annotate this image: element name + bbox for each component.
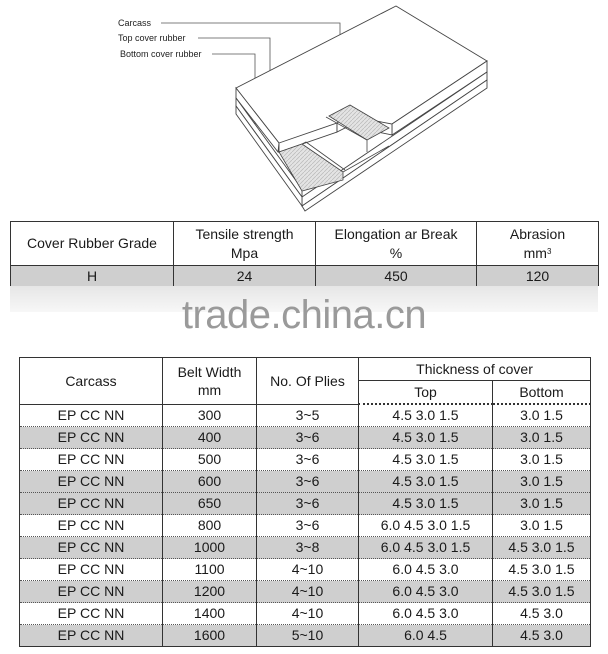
cell-plies: 3~5	[257, 404, 359, 427]
cell-bottom-thickness: 4.5 3.0 1.5	[493, 559, 591, 581]
cell-belt-width: 600	[163, 471, 257, 493]
cell-bottom-thickness: 3.0 1.5	[493, 471, 591, 493]
label-bottom-cover-rubber: Bottom cover rubber	[120, 49, 202, 59]
cell-carcass: EP CC NN	[20, 559, 163, 581]
cell-top-thickness: 6.0 4.5 3.0 1.5	[359, 537, 493, 559]
watermark: trade.china.cn	[181, 293, 427, 337]
table-row	[20, 449, 591, 471]
cell-belt-width: 1600	[163, 625, 257, 647]
header-unit: mm	[197, 381, 222, 398]
cell-top-thickness: 6.0 4.5 3.0	[359, 559, 493, 581]
header-belt-width	[163, 358, 257, 405]
conveyor-belt-diagram	[0, 0, 608, 212]
cell-abrasion: 120	[477, 266, 599, 287]
cell-bottom-thickness: 3.0 1.5	[493, 515, 591, 537]
cell-belt-width: 1200	[163, 581, 257, 603]
table-row	[20, 603, 591, 625]
cell-carcass: EP CC NN	[20, 404, 163, 427]
label-top-cover-rubber: Top cover rubber	[118, 33, 186, 43]
header-elongation	[316, 222, 477, 266]
cell-belt-width: 500	[163, 449, 257, 471]
cell-carcass: EP CC NN	[20, 537, 163, 559]
cell-top-thickness: 6.0 4.5 3.0	[359, 581, 493, 603]
header-text: Elongation ar Break	[334, 225, 458, 242]
cover-rubber-grade-table	[10, 221, 599, 286]
cell-belt-width: 400	[163, 427, 257, 449]
cell-plies: 3~6	[257, 515, 359, 537]
cell-belt-width: 300	[163, 404, 257, 427]
cell-bottom-thickness: 3.0 1.5	[493, 493, 591, 515]
table-row	[20, 537, 591, 559]
table-row	[20, 471, 591, 493]
cell-bottom-thickness: 4.5 3.0 1.5	[493, 537, 591, 559]
table-body	[20, 404, 591, 647]
cell-carcass: EP CC NN	[20, 449, 163, 471]
cell-bottom-thickness: 4.5 3.0	[493, 603, 591, 625]
cell-plies: 3~8	[257, 537, 359, 559]
table-row	[20, 404, 591, 427]
cell-belt-width: 1000	[163, 537, 257, 559]
header-text: Belt Width	[177, 363, 242, 380]
cell-top-thickness: 6.0 4.5 3.0 1.5	[359, 515, 493, 537]
header-text: Tensile strength	[195, 225, 294, 242]
cell-plies: 4~10	[257, 559, 359, 581]
cell-bottom-thickness: 3.0 1.5	[493, 427, 591, 449]
cell-plies: 3~6	[257, 493, 359, 515]
cell-grade: H	[11, 266, 174, 287]
cell-belt-width: 1100	[163, 559, 257, 581]
table-row	[20, 515, 591, 537]
header-unit: Mpa	[230, 244, 259, 261]
header-carcass: Carcass	[20, 358, 163, 405]
cell-bottom-thickness: 3.0 1.5	[493, 404, 591, 427]
table-row	[11, 266, 599, 287]
header-text: Cover Rubber Grade	[27, 235, 157, 251]
label-carcass: Carcass	[118, 18, 152, 28]
cell-top-thickness: 4.5 3.0 1.5	[359, 471, 493, 493]
header-text: Abrasion	[509, 225, 566, 242]
cell-carcass: EP CC NN	[20, 515, 163, 537]
table-row	[20, 493, 591, 515]
table-row	[20, 427, 591, 449]
cell-carcass: EP CC NN	[20, 603, 163, 625]
table-header-row	[20, 358, 591, 381]
header-unit: mm	[523, 244, 547, 261]
cell-elongation: 450	[316, 266, 477, 287]
cell-tensile: 24	[174, 266, 316, 287]
cell-bottom-thickness: 3.0 1.5	[493, 449, 591, 471]
header-unit: %	[389, 244, 403, 261]
header-abrasion	[477, 222, 599, 266]
header-tensile-strength	[174, 222, 316, 266]
cell-carcass: EP CC NN	[20, 427, 163, 449]
cell-bottom-thickness: 4.5 3.0	[493, 625, 591, 647]
cell-top-thickness: 6.0 4.5 3.0	[359, 603, 493, 625]
cell-top-thickness: 6.0 4.5	[359, 625, 493, 647]
table-header-row	[11, 222, 599, 266]
cell-belt-width: 650	[163, 493, 257, 515]
cell-plies: 4~10	[257, 581, 359, 603]
table-row	[20, 581, 591, 603]
header-top: Top	[359, 381, 493, 405]
cell-carcass: EP CC NN	[20, 493, 163, 515]
header-cover-rubber-grade	[11, 222, 174, 266]
cell-plies: 5~10	[257, 625, 359, 647]
cell-top-thickness: 4.5 3.0 1.5	[359, 449, 493, 471]
cell-plies: 3~6	[257, 427, 359, 449]
header-no-of-plies: No. Of Plies	[257, 358, 359, 405]
header-thickness-of-cover: Thickness of cover	[359, 358, 591, 381]
header-unit-superscript: 3	[546, 246, 552, 256]
cell-top-thickness: 4.5 3.0 1.5	[359, 493, 493, 515]
cell-carcass: EP CC NN	[20, 471, 163, 493]
cell-belt-width: 1400	[163, 603, 257, 625]
cell-top-thickness: 4.5 3.0 1.5	[359, 427, 493, 449]
cell-bottom-thickness: 4.5 3.0 1.5	[493, 581, 591, 603]
cell-plies: 4~10	[257, 603, 359, 625]
cell-top-thickness: 4.5 3.0 1.5	[359, 404, 493, 427]
cell-belt-width: 800	[163, 515, 257, 537]
belt-specification-table	[19, 357, 591, 647]
cell-plies: 3~6	[257, 449, 359, 471]
cell-carcass: EP CC NN	[20, 625, 163, 647]
belt-layers	[236, 6, 487, 211]
header-bottom: Bottom	[493, 381, 591, 405]
table-row	[20, 625, 591, 647]
cell-carcass: EP CC NN	[20, 581, 163, 603]
table-row	[20, 559, 591, 581]
cell-plies: 3~6	[257, 471, 359, 493]
